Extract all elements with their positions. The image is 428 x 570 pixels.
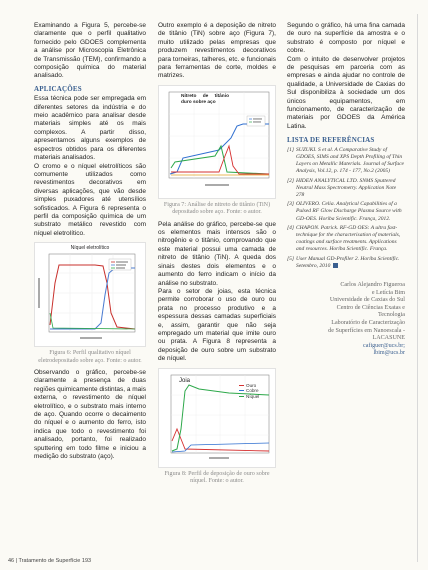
reference-item: [2] HIDEN ANALYTICAL LTD. SNMS Sputtered Neutral Mass Spectrometry. Application Note 278 <box>287 177 397 198</box>
paragraph: Pela análise do gráfico, percebe-se que os elementos mais intensos são o nitrogênio e o titânio, comprovando que este material possui uma camada de nitreto de titânio (TiN). A queda dos sinais destes dois elementos e o aumento do ferro indicam o início da análise no substrato. <box>158 220 276 287</box>
figure-6-plot <box>35 243 145 344</box>
column-3 <box>287 22 405 358</box>
reference-list <box>287 147 405 270</box>
legend-entry: Cobre <box>239 388 259 394</box>
paragraph: Para o setor de joias, esta técnica permite corroborar o uso de ouro ou prata no processo produtivo e a espessura dessas camadas superficiais e, assim, garantir que não seja empregado um material que imite ouro ou prata. A Figura 8 representa a deposição de ouro sobre um substrato de níquel. <box>158 287 276 363</box>
figure-8-legend <box>239 383 259 400</box>
x-axis-label <box>205 184 229 186</box>
paragraph: Observando o gráfico, percebe-se claramente a presença de duas regiões quimicamente distintas, a mais externa, o revestimento de níquel eletrolítico, e o substrato mais interno de aço. Quando ocorre o decaimento do níquel e o aumento do ferro, isto indica que todo o revestimento foi analisado, portanto, foi realizado sputtering em todo filme e iniciou a medição do substrato (aço). <box>34 368 146 461</box>
paragraph: Outro exemplo é a deposição de nitreto de titânio (TiN) sobre aço (Figura 7), muito utilizado pelas empresas que produzem revestimentos decorativos para torneiras, talheres, etc. e funcionais para ferramentas de corte, moldes e matrizes. <box>158 22 276 80</box>
figure-6-caption: Figura 6: Perfil qualitativo níquel eletrodepositado sobre aço. Fonte: o autor. <box>38 350 142 364</box>
figure-8-title: Joia <box>179 377 191 384</box>
author-block: Carlos Alejandro Figueroa e Letícia Bim Universidade de Caxias do Sul Centro de Ciências Exatas e Tecnologia Laboratório de Caracterização de Superfícies em Nanoescala - LACASUNE cafiguer@ucs.br; lbim@ucs.br <box>287 282 405 358</box>
reference-item: [5] User Manual GD-Profiler 2. Horiba Scientific. Setembro, 2010 <box>287 255 400 269</box>
legend <box>247 116 265 126</box>
legend-entry: Níquel <box>239 394 259 400</box>
figure-8 <box>158 368 276 468</box>
x-axis-label <box>209 457 229 459</box>
paragraph: Examinando a Figura 5, percebe-se claramente que o perfil qualitativo fornecido pelo GDOES complementa a análise por Microscopia Eletrônica de Transmissão (TEM), confirmando a composição química do material analisado. <box>34 22 146 80</box>
paragraph: O cromo e o níquel eletrolíticos são comumente utilizados como revestimentos decorativos em diversas aplicações, que vão desde simples puxadores até utensílios sofisticados. A Figura 6 representa o perfil da composição química de um substrato metálico revestido com níquel eletrolítico. <box>34 162 146 237</box>
paragraph: Essa técnica pode ser empregada em diferentes setores da indústria e do meio acadêmico para analisar desde materiais simples até os mais complexos. A partir disso, apresentamos alguns exemplos de espectros obtidos para os diferentes materiais analisados. <box>34 95 146 162</box>
paragraph: Segundo o gráfico, há uma fina camada de ouro na superfície da amostra e o substrato é composto por níquel e cobre. <box>287 22 405 55</box>
page-footer: 46 | Tratamento de Superfície 193 <box>8 558 92 564</box>
legend-entry: Ouro <box>239 383 259 389</box>
section-heading-references: LISTA DE REFERÊNCIAS <box>287 136 375 145</box>
figure-8-caption: Figura 8: Perfil de deposição de ouro sobre níquel. Fonte: o autor. <box>164 470 270 484</box>
email-link[interactable]: lbim@ucs.br <box>373 350 405 357</box>
y-axis-label <box>38 278 40 308</box>
x-axis-label <box>80 337 102 339</box>
figure-7-title: Nitreto de titânio duro sobre aço <box>181 93 229 105</box>
email-link[interactable]: cafiguer@ucs.br; <box>363 342 405 349</box>
reference-item: [1] SUZUKI. S et al. A Comparative Study of GDOES, SIMS and XPS Depth Profiling of Thin Layers on Metallic Materials. Journal of Surface Analysis, Vol.12, p. 174 - 177, No.2 (2005) <box>287 146 404 175</box>
reference-item: [3] OLIVERO. Celia. Analytical Capabilities of a Pulsed RF Glow Discharge Plasma Source with GD-OES. Horiba Scientific. França, 2012. <box>287 201 402 222</box>
paragraph: Com o intuito de desenvolver projetos de pesquisas em parceria com as empresas e ainda ajudar no controle de qualidade, a Universidade de Caxias do Sul disponibiliza à sociedade um dos únicos equipamentos, em funcionamento, de caracterização de materiais por GDOES da América Latina. <box>287 55 405 130</box>
page-trim-line <box>417 14 418 562</box>
figure-6 <box>34 242 146 347</box>
column-2 <box>158 22 276 489</box>
reference-item: [4] CHAPON. Patrick. RF-GD OES: A ultra fast-technique for the characterisation of materials, coatings and surface treatments. Applications and resources. Horiba Scientific. França. <box>287 224 401 253</box>
column-1 <box>34 22 146 461</box>
section-heading-aplicacoes: APLICAÇÕES <box>34 84 82 93</box>
figure-7 <box>158 85 276 199</box>
figure-6-title: Níquel eletrolítico <box>70 245 110 252</box>
end-mark-icon <box>333 263 338 268</box>
figure-7-caption: Figura 7: Análise de nitreto de titânio (TiN) depositado sobre aço. Fonte: o autor. <box>163 201 271 216</box>
